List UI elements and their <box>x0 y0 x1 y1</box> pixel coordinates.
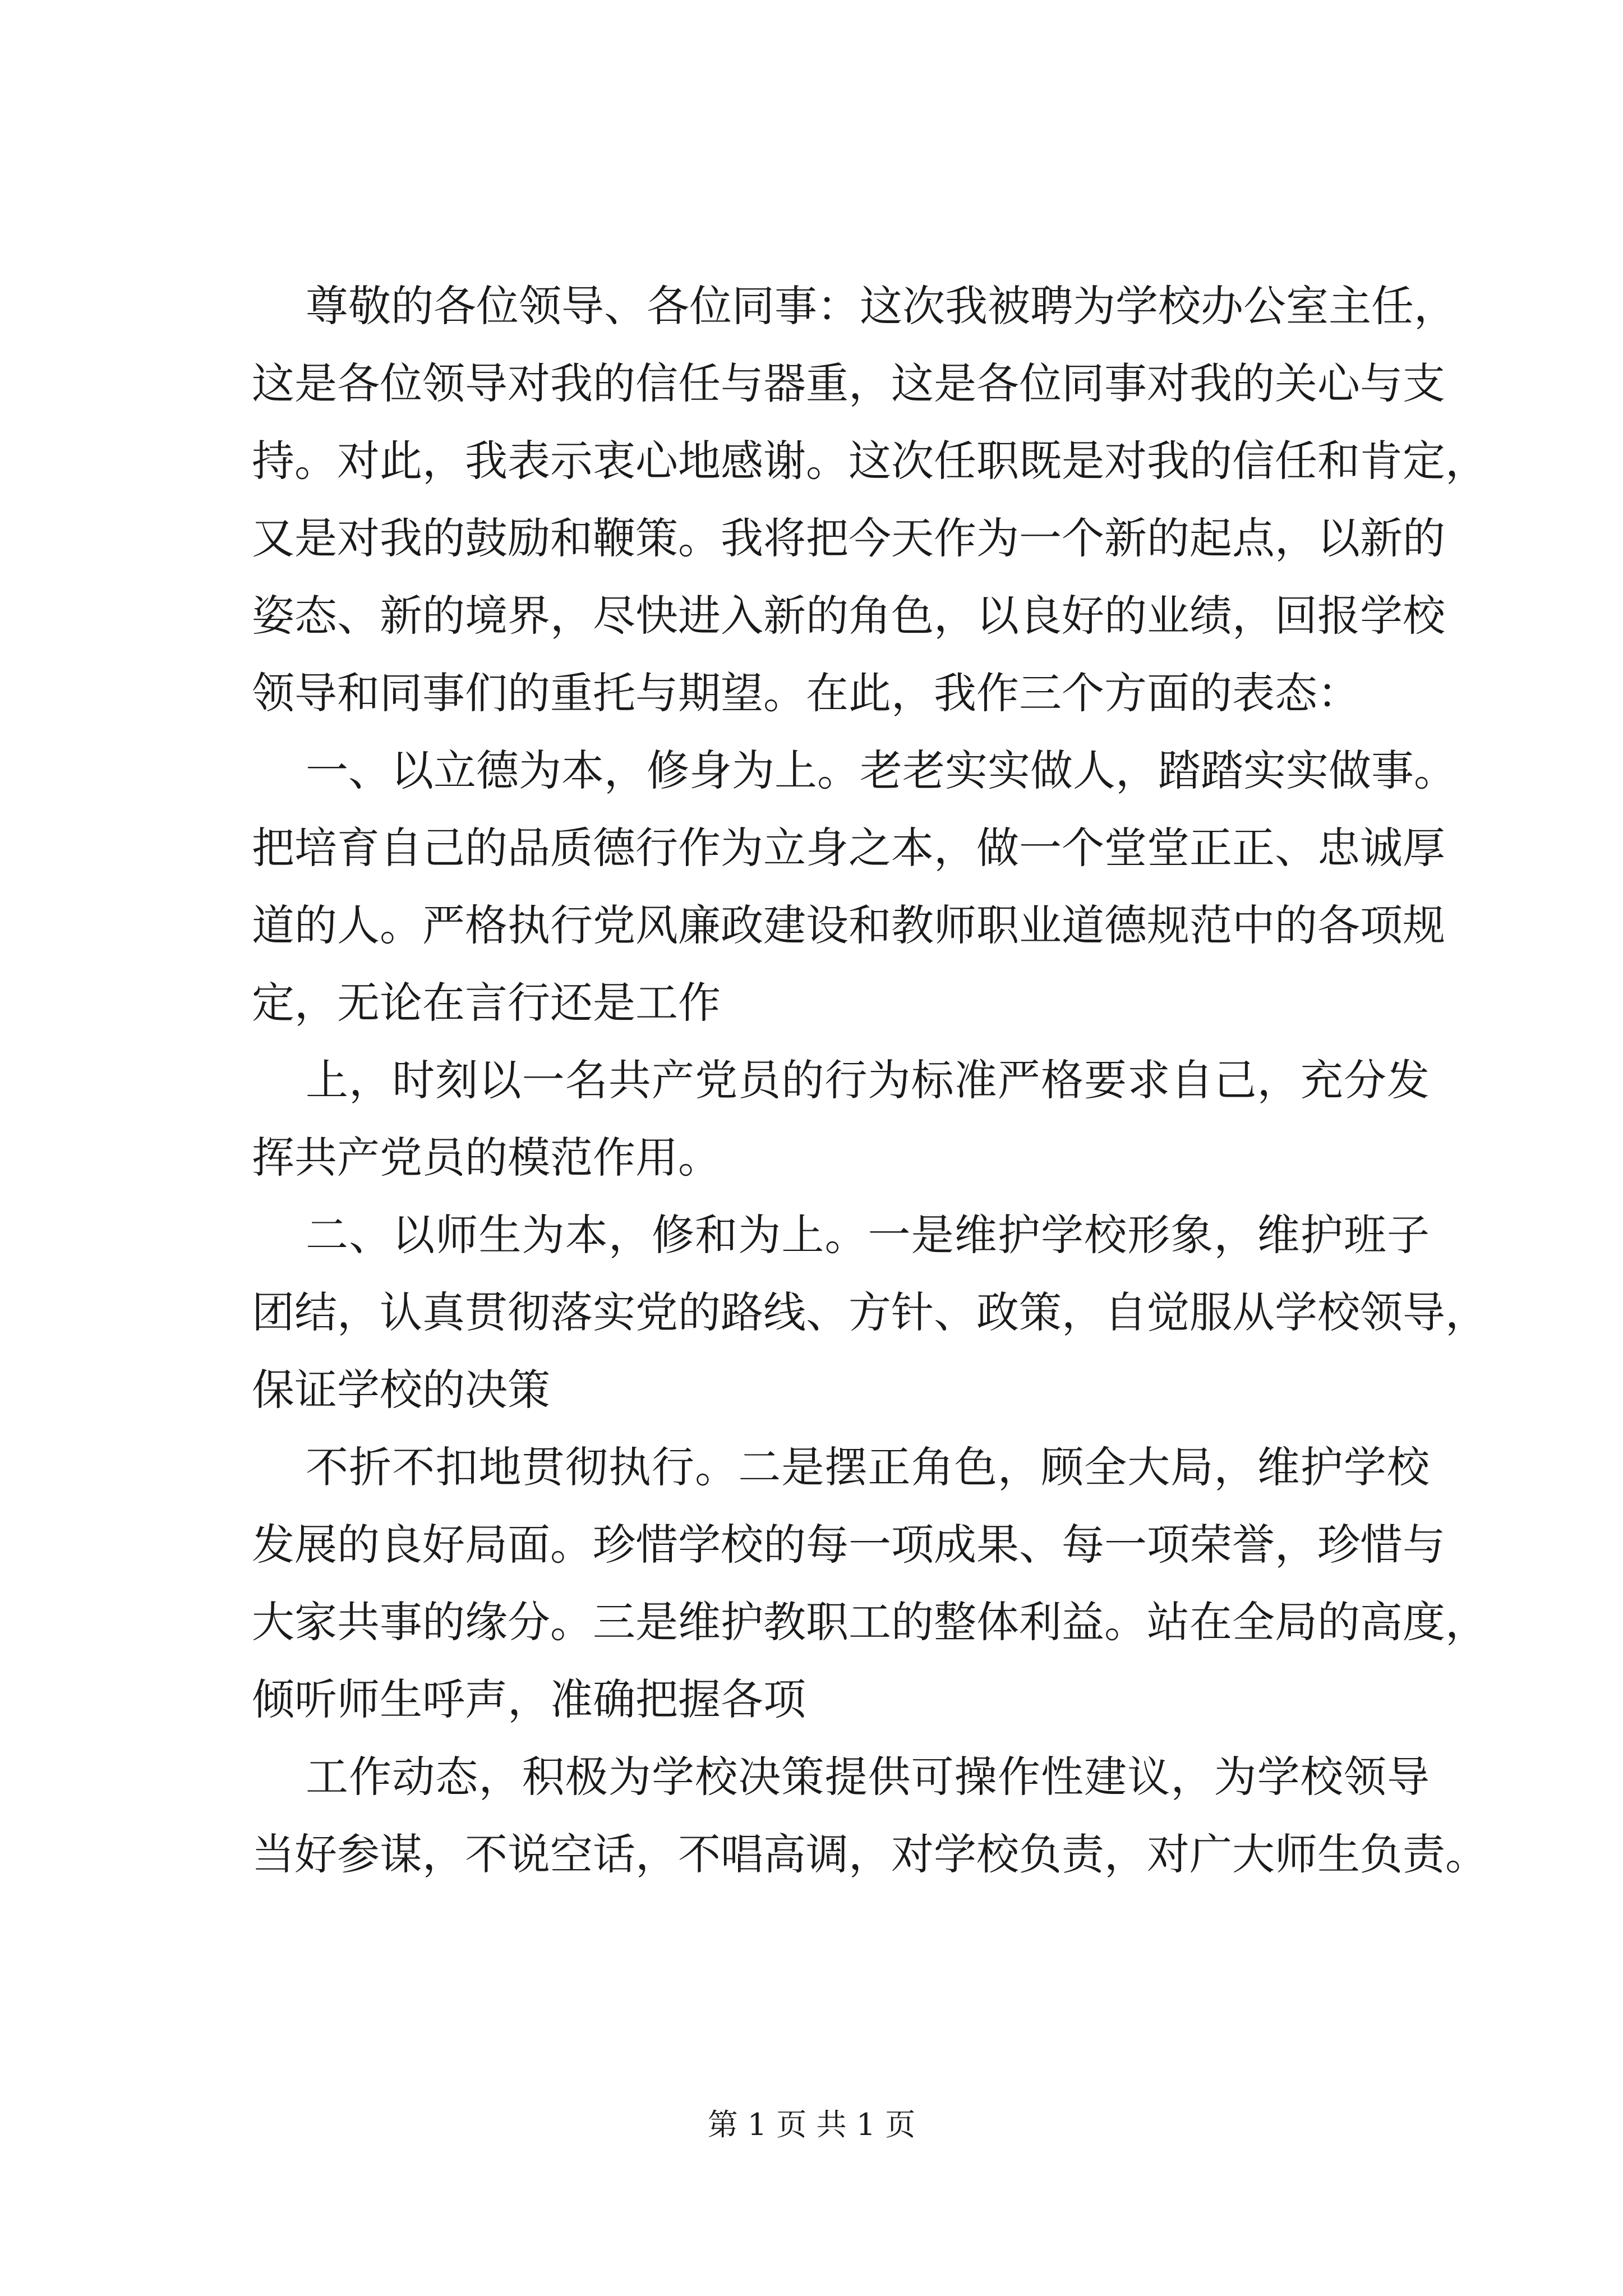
paragraph-1-line-3: 持。对此，我表示衷心地感谢。这次任职既是对我的信任和肯定， <box>252 436 1488 486</box>
paragraph-5-line-4: 倾听师生呼声，准确把握各项 <box>252 1674 806 1724</box>
paragraph-1-line-2: 这是各位领导对我的信任与器重，这是各位同事对我的关心与支 <box>252 358 1445 408</box>
paragraph-2-line-3: 道的人。严格执行党风廉政建设和教师职业道德规范中的各项规 <box>252 900 1445 950</box>
paragraph-3-line-1: 上，时刻以一名共产党员的行为标准严格要求自己，充分发 <box>306 1055 1430 1105</box>
paragraph-2-line-1: 一、以立德为本，修身为上。老老实实做人，踏踏实实做事。 <box>306 746 1456 795</box>
paragraph-6-line-1: 工作动态，积极为学校决策提供可操作性建议，为学校领导 <box>306 1752 1430 1802</box>
paragraph-2-line-4: 定，无论在言行还是工作 <box>252 978 721 1028</box>
paragraph-4-line-3: 保证学校的决策 <box>252 1365 550 1415</box>
paragraph-6-line-2: 当好参谋，不说空话，不唱高调，对学校负责，对广大师生负责。 <box>252 1829 1488 1879</box>
paragraph-4-line-1: 二、以师生为本，修和为上。一是维护学校形象，维护班子 <box>306 1210 1430 1260</box>
paragraph-2-line-2: 把培育自己的品质德行作为立身之本，做一个堂堂正正、忠诚厚 <box>252 823 1445 873</box>
paragraph-1-line-6: 领导和同事们的重托与期望。在此，我作三个方面的表态： <box>252 668 1360 718</box>
page-footer: 第 1 页 共 1 页 <box>707 2107 916 2142</box>
paragraph-1-line-5: 姿态、新的境界，尽快进入新的角色，以良好的业绩，回报学校 <box>252 591 1445 641</box>
paragraph-5-line-3: 大家共事的缘分。三是维护教职工的整体利益。站在全局的高度， <box>252 1597 1488 1647</box>
paragraph-3-line-2: 挥共产党员的模范作用。 <box>252 1133 721 1182</box>
paragraph-1-line-4: 又是对我的鼓励和鞭策。我将把今天作为一个新的起点，以新的 <box>252 513 1445 563</box>
paragraph-1-line-1: 尊敬的各位领导、各位同事：这次我被聘为学校办公室主任， <box>306 281 1456 331</box>
paragraph-4-line-2: 团结，认真贯彻落实党的路线、方针、政策，自觉服从学校领导， <box>252 1287 1488 1337</box>
paragraph-5-line-2: 发展的良好局面。珍惜学校的每一项成果、每一项荣誉，珍惜与 <box>252 1520 1445 1570</box>
paragraph-5-line-1: 不折不扣地贯彻执行。二是摆正角色，顾全大局，维护学校 <box>306 1442 1430 1492</box>
